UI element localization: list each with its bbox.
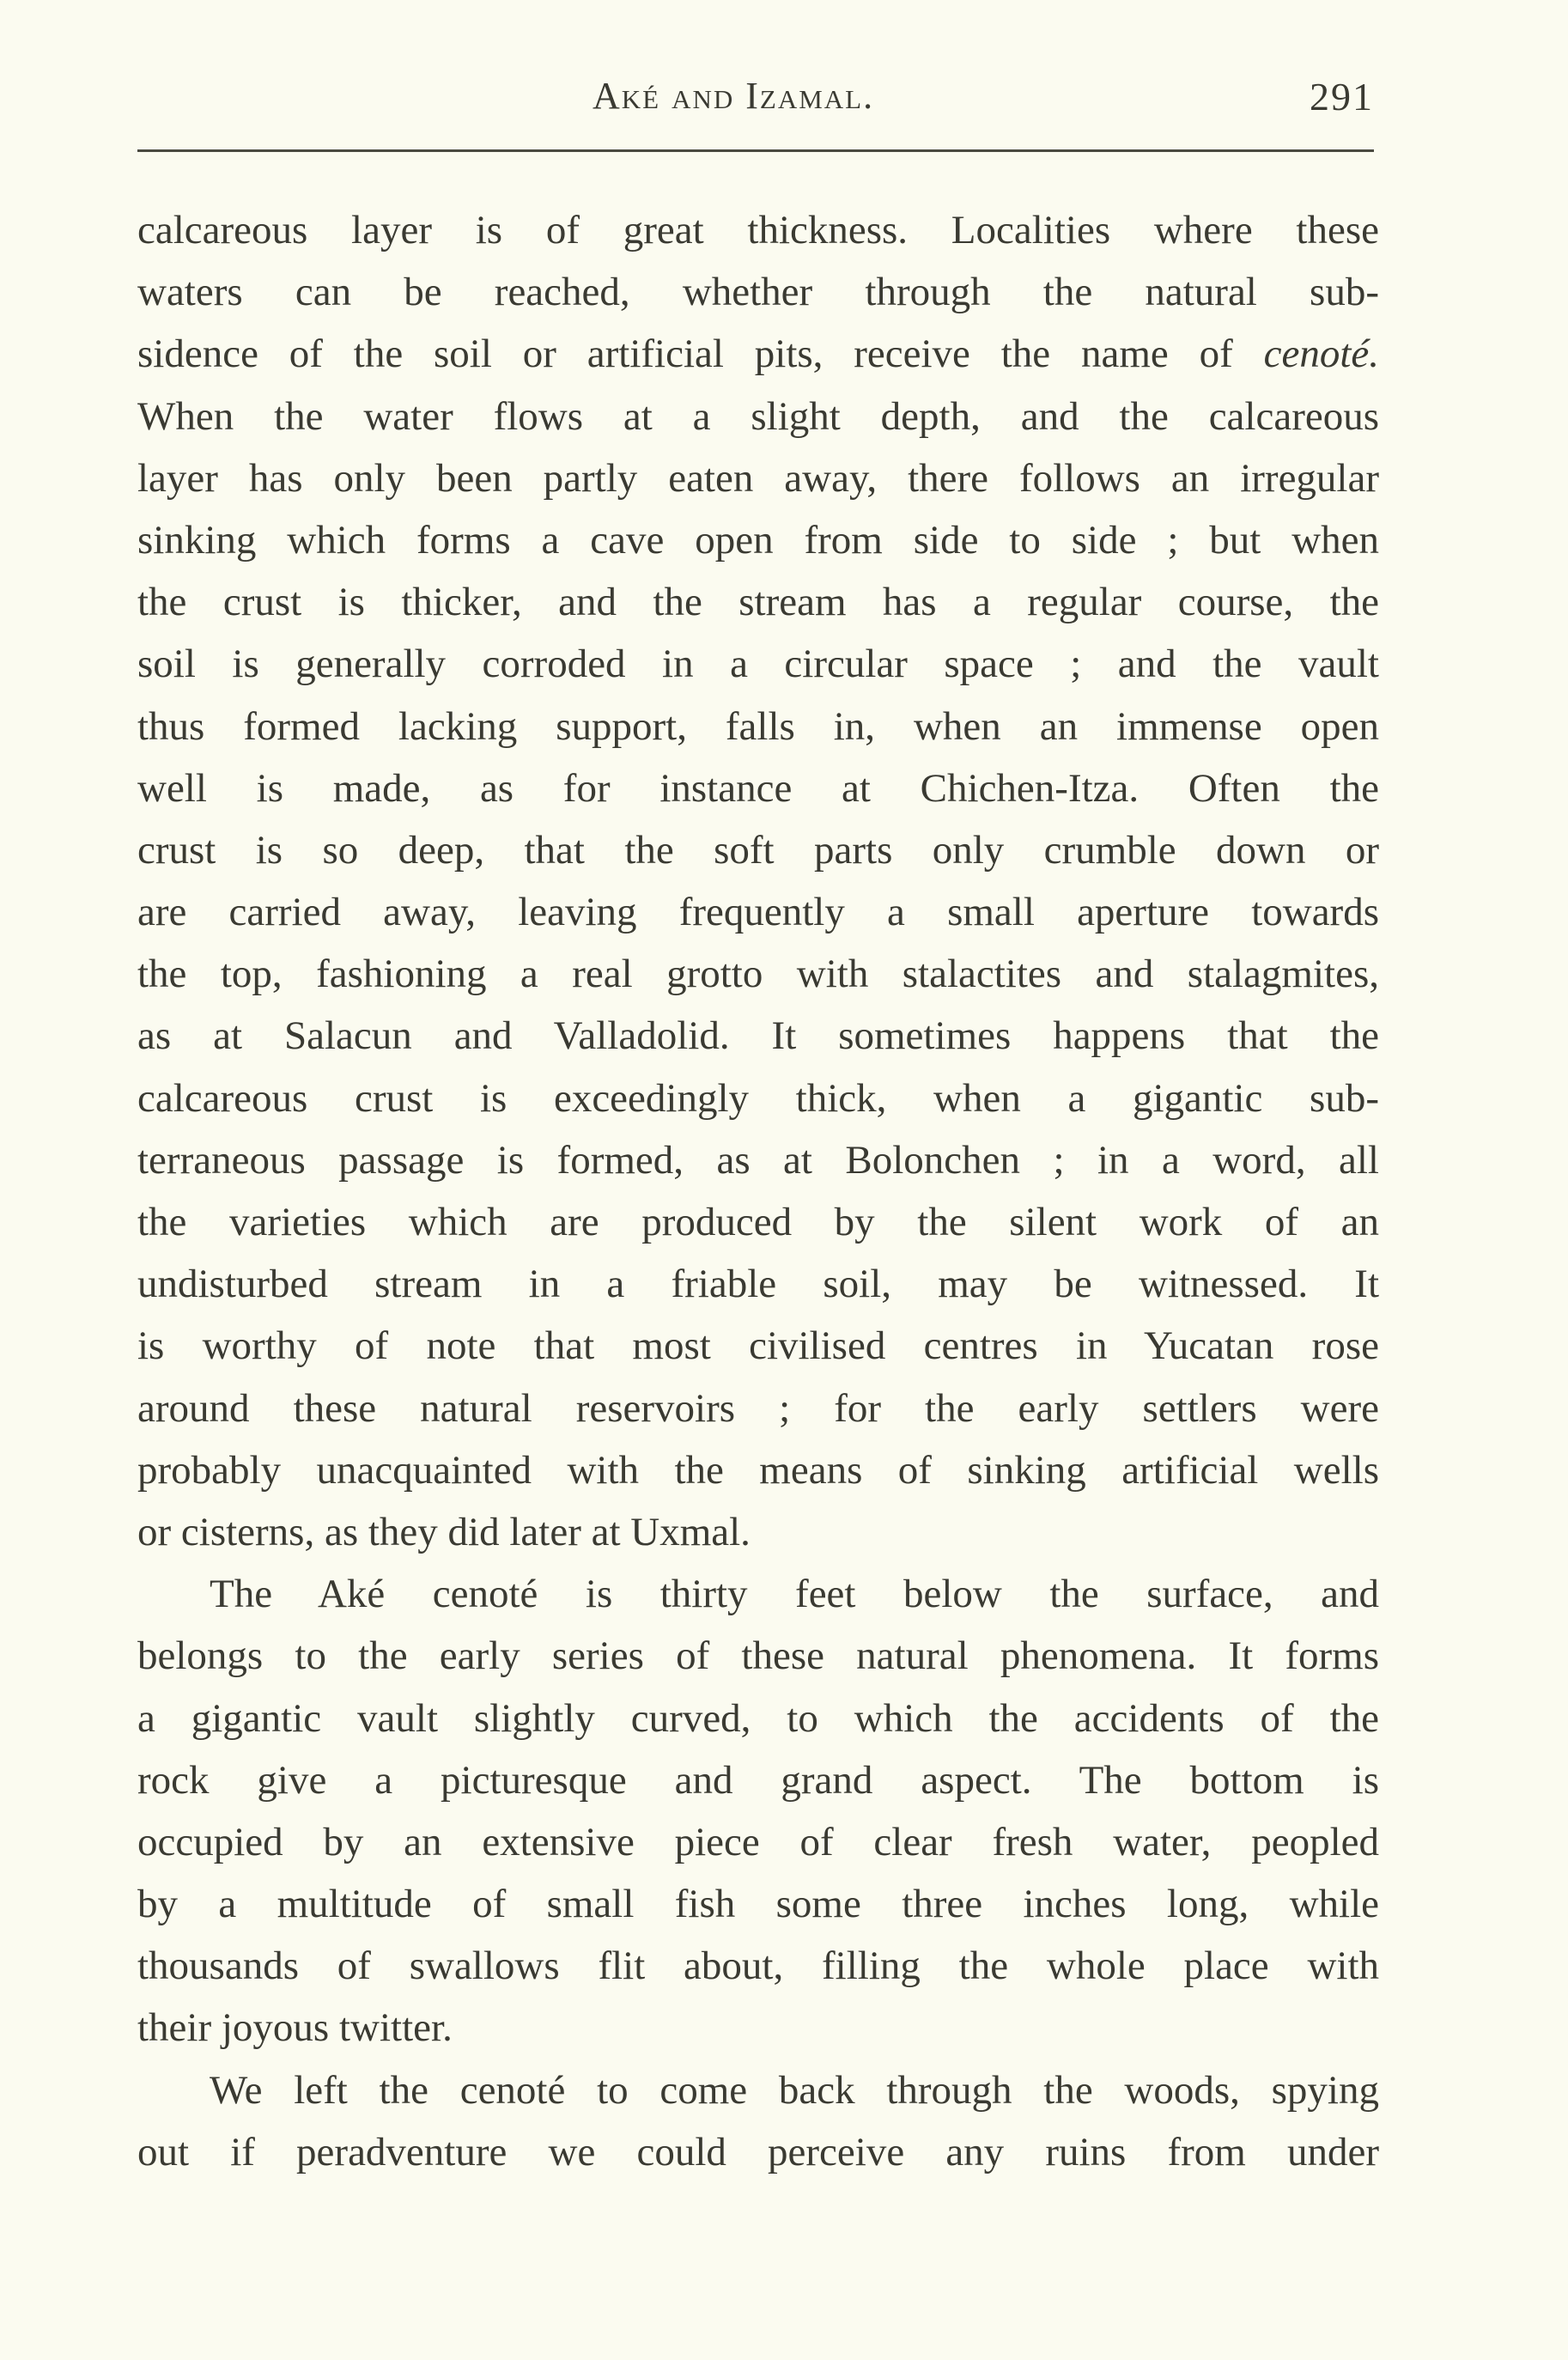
text-line xyxy=(137,1191,1379,1253)
text-line xyxy=(137,819,1379,881)
line-text: thus formed lacking support, falls in, when an immense open xyxy=(137,703,1379,749)
running-head xyxy=(137,74,1374,125)
line-text: When the water flows at a slight depth, and the calcareous xyxy=(137,393,1379,439)
line-text: sidence of the soil or artificial pits, receive the name of xyxy=(137,331,1264,377)
line-text: sinking which forms a cave open from side to side ; but when xyxy=(137,517,1379,563)
line-text: well is made, as for instance at Chichen-Itza. Often the xyxy=(137,765,1379,811)
text-line xyxy=(137,386,1379,447)
text-line xyxy=(137,1935,1379,1997)
text-line xyxy=(137,1563,1379,1625)
line-text: soil is generally corroded in a circular space ; and the vault xyxy=(137,642,1379,687)
text-line xyxy=(137,943,1379,1005)
line-text: probably unacquainted with the means of sinking artificial wells xyxy=(137,1447,1379,1493)
line-text: rock give a picturesque and grand aspect. The bottom is xyxy=(137,1757,1379,1803)
text-line xyxy=(137,1439,1379,1501)
text-line xyxy=(137,2121,1379,2183)
line-text: terraneous passage is formed, as at Bolonchen ; in a word, all xyxy=(137,1137,1379,1183)
text-line xyxy=(137,1067,1379,1129)
line-text: the crust is thicker, and the stream has a regular course, the xyxy=(137,580,1379,625)
line-text: their joyous twitter. xyxy=(137,2005,453,2051)
text-line xyxy=(137,1625,1379,1687)
text-line xyxy=(137,2059,1379,2121)
line-text: is worthy of note that most civilised centres in Yucatan rose xyxy=(137,1323,1379,1369)
italic-term: cenoté. xyxy=(1263,331,1379,377)
line-text: the varieties which are produced by the silent work of an xyxy=(137,1200,1379,1244)
line-text: belongs to the early series of these natural phenomena. It forms xyxy=(137,1633,1379,1679)
line-text: are carried away, leaving frequently a small aperture towards xyxy=(137,890,1379,935)
text-line xyxy=(137,1005,1379,1067)
text-line xyxy=(137,881,1379,943)
line-text: the top, fashioning a real grotto with stalactites and stalagmites, xyxy=(137,952,1379,997)
text-line xyxy=(137,1749,1379,1811)
text-line xyxy=(137,1811,1379,1873)
line-text: occupied by an extensive piece of clear fresh water, peopled xyxy=(137,1819,1379,1864)
line-text: a gigantic vault slightly curved, to which the accidents of the xyxy=(137,1695,1379,1741)
line-text: layer has only been partly eaten away, there follows an irregular xyxy=(137,455,1379,501)
line-text: out if peradventure we could perceive any ruins from under xyxy=(137,2129,1379,2174)
text-line xyxy=(137,1253,1379,1315)
line-text: undisturbed stream in a friable soil, may be witnessed. It xyxy=(137,1262,1379,1307)
line-text: We left the cenoté to come back through the woods, spying xyxy=(210,2067,1379,2113)
line-text: as at Salacun and Valladolid. It sometimes happens that the xyxy=(137,1013,1379,1059)
text-line xyxy=(137,1129,1379,1191)
text-line xyxy=(137,1501,1379,1563)
running-title: Aké and Izamal. xyxy=(593,75,875,117)
line-text: waters can be reached, whether through the natural sub- xyxy=(137,270,1379,315)
text-line xyxy=(137,1873,1379,1935)
text-line xyxy=(137,261,1379,323)
text-line xyxy=(137,509,1379,571)
text-line xyxy=(137,696,1379,757)
text-line xyxy=(137,757,1379,819)
text-line xyxy=(137,1315,1379,1377)
text-line xyxy=(137,1688,1379,1749)
text-line xyxy=(137,1378,1379,1439)
line-text: or cisterns, as they did later at Uxmal. xyxy=(137,1509,751,1554)
line-text: calcareous crust is exceedingly thick, when a gigantic sub- xyxy=(137,1075,1379,1121)
text-line xyxy=(137,1997,1379,2059)
page-number: 291 xyxy=(1310,75,1374,119)
text-line xyxy=(137,633,1379,695)
text-line xyxy=(137,199,1379,261)
line-text: The Aké cenoté is thirty feet below the surface, and xyxy=(210,1572,1379,1617)
text-line xyxy=(137,447,1379,509)
body-text xyxy=(137,199,1379,2183)
text-line xyxy=(137,323,1379,385)
header-rule xyxy=(137,149,1374,152)
text-line xyxy=(137,571,1379,633)
line-text: around these natural reservoirs ; for the early settlers were xyxy=(137,1385,1379,1431)
line-text: calcareous layer is of great thickness. Localities where these xyxy=(137,208,1379,252)
line-text: by a multitude of small fish some three inches long, while xyxy=(137,1882,1379,1927)
line-text: crust is so deep, that the soft parts only crumble down or xyxy=(137,827,1379,873)
line-text: thousands of swallows flit about, filling the whole place with xyxy=(137,1943,1379,1989)
